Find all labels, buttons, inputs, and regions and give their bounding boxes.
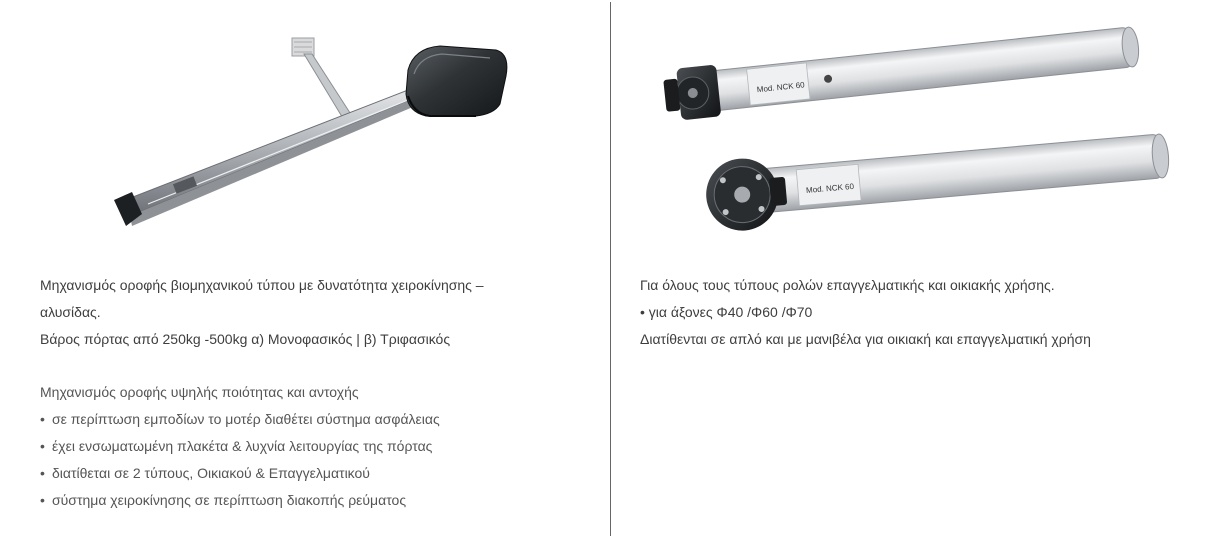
features-list <box>40 379 600 514</box>
axle-sizes-text: • για άξονες Φ40 /Φ60 /Φ70 <box>640 304 813 320</box>
tubular-motors-description <box>640 272 1211 353</box>
bullet-icon: • <box>40 492 45 508</box>
features-heading: Μηχανισμός οροφής υψηλής ποιότητας και αντοχής <box>40 384 359 400</box>
garage-opener-description <box>40 272 600 514</box>
feature-item: • σύστημα χειροκίνησης σε περίπτωση διακοπής ρεύματος <box>40 487 600 514</box>
feature-item: • σε περίπτωση εμποδίων το μοτέρ διαθέτει σύστημα ασφάλειας <box>40 406 600 433</box>
garage-opener-image <box>108 30 518 245</box>
motor-label-top: Mod. NCK 60 <box>756 80 806 95</box>
bullet-icon: • <box>40 465 45 481</box>
motor-label-bottom: Mod. NCK 60 <box>805 181 855 195</box>
bullet-icon: • <box>40 411 45 427</box>
bullet-icon: • <box>40 438 45 454</box>
tubular-motors-image <box>652 24 1172 244</box>
availability-text: Διατίθενται σε απλό και με μανιβέλα για οικιακή και επαγγελματική χρήση <box>640 331 1091 347</box>
usage-text: Για όλους τους τύπους ρολών επαγγελματικής και οικιακής χρήσης. <box>640 277 1055 293</box>
product-title-line2: αλυσίδας. <box>40 304 101 320</box>
door-weight-spec: Βάρος πόρτας από 250kg -500kg α) Μονοφασικός | β) Τριφασικός <box>40 331 451 347</box>
feature-item: • διατίθεται σε 2 τύπους, Οικιακού & Επαγγελματικού <box>40 460 600 487</box>
product-title-line1: Μηχανισμός οροφής βιομηχανικού τύπου με δυνατότητα χειροκίνησης – <box>40 277 484 293</box>
column-divider <box>610 2 611 536</box>
feature-item: • έχει ενσωματωμένη πλακέτα & λυχνία λειτουργίας της πόρτας <box>40 433 600 460</box>
